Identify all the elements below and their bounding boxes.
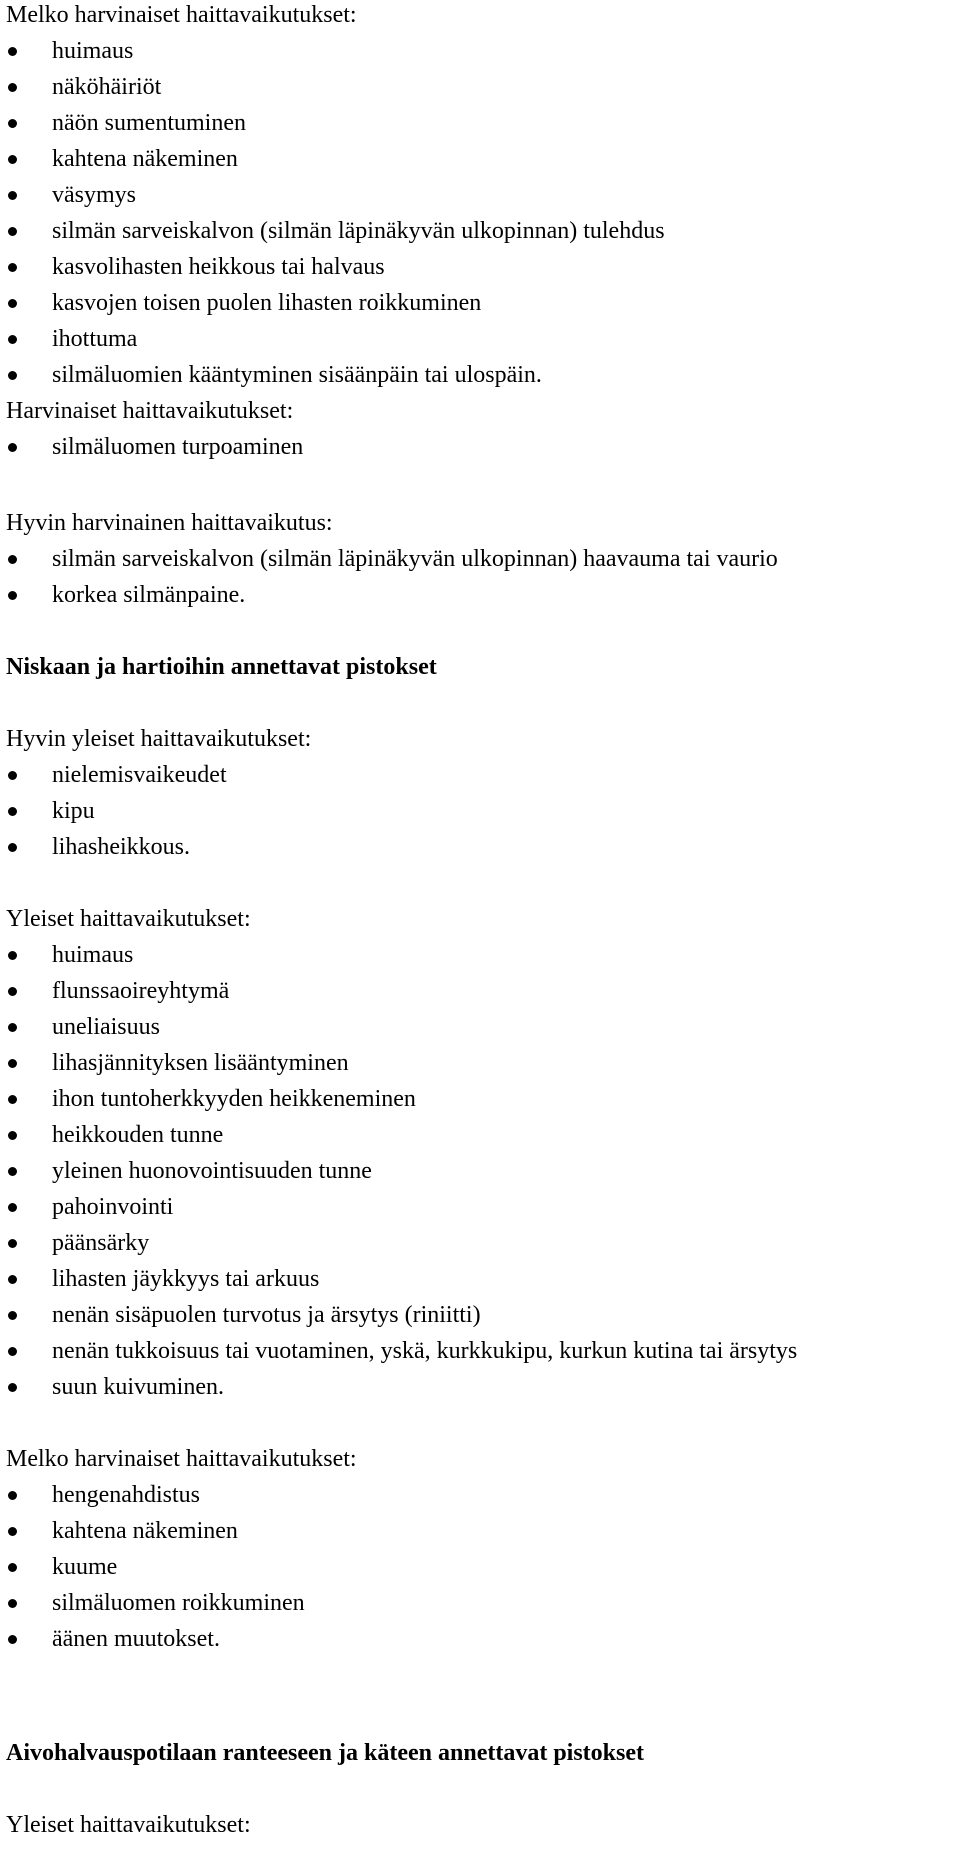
list-item-text: kasvolihasten heikkous tai halvaus <box>52 254 385 280</box>
list-item-text: heikkouden tunne <box>52 1122 224 1148</box>
bullet-list <box>6 940 956 1408</box>
list-item <box>6 1480 956 1516</box>
list-item-text: nenän tukkoisuus tai vuotaminen, yskä, kurkkukipu, kurkun kutina tai ärsytys <box>52 1338 798 1364</box>
list-item-text: kuume <box>52 1554 118 1580</box>
bullet-icon <box>8 263 17 272</box>
section-heading: Niskaan ja hartioihin annettavat pistokset <box>6 654 437 680</box>
bullet-icon <box>8 1599 17 1608</box>
section-heading: Aivohalvauspotilaan ranteeseen ja käteen annettavat pistokset <box>6 1740 645 1766</box>
section-label: Melko harvinaiset haittavaikutukset: <box>6 1446 357 1472</box>
list-item <box>6 760 956 796</box>
list-item <box>6 796 956 832</box>
list-item-text: silmäluomen roikkuminen <box>52 1590 305 1616</box>
list-item <box>6 1552 956 1588</box>
list-item <box>6 252 956 288</box>
bullet-icon <box>8 1635 17 1644</box>
spacer <box>6 1774 956 1810</box>
list-item <box>6 1084 956 1120</box>
list-item-text: pahoinvointi <box>52 1194 174 1220</box>
spacer <box>6 616 956 652</box>
list-item-text: huimaus <box>52 38 134 64</box>
spacer <box>6 688 956 724</box>
list-item <box>6 180 956 216</box>
list-item-text: ihottuma <box>52 326 138 352</box>
bullet-icon <box>8 555 17 564</box>
list-item <box>6 1372 956 1408</box>
bullet-list <box>6 36 956 396</box>
bullet-list <box>6 1480 956 1660</box>
bullet-icon <box>8 1275 17 1284</box>
list-item <box>6 1228 956 1264</box>
list-item-text: uneliaisuus <box>52 1014 160 1040</box>
list-item-text: nielemisvaikeudet <box>52 762 227 788</box>
list-item-text: silmäluomen turpoaminen <box>52 434 304 460</box>
bullet-icon <box>8 47 17 56</box>
list-item <box>6 1300 956 1336</box>
bullet-icon <box>8 1239 17 1248</box>
bullet-list <box>6 432 956 468</box>
list-item <box>6 432 956 468</box>
list-item-text: nenän sisäpuolen turvotus ja ärsytys (riniitti) <box>52 1302 481 1328</box>
list-item-text: silmän sarveiskalvon (silmän läpinäkyvän ulkopinnan) tulehdus <box>52 218 665 244</box>
section-label: Hyvin yleiset haittavaikutukset: <box>6 726 312 752</box>
bullet-icon <box>8 1095 17 1104</box>
list-item <box>6 216 956 252</box>
bullet-icon <box>8 771 17 780</box>
list-item <box>6 1120 956 1156</box>
list-item-text: näköhäiriöt <box>52 74 162 100</box>
bullet-icon <box>8 1167 17 1176</box>
section-label: Yleiset haittavaikutukset: <box>6 1812 251 1838</box>
bullet-icon <box>8 1203 17 1212</box>
list-item <box>6 144 956 180</box>
list-item-text: korkea silmänpaine. <box>52 582 246 608</box>
list-item <box>6 108 956 144</box>
section-label: Hyvin harvinainen haittavaikutus: <box>6 510 333 536</box>
list-item <box>6 832 956 868</box>
bullet-icon <box>8 1491 17 1500</box>
bullet-icon <box>8 1383 17 1392</box>
bullet-icon <box>8 1059 17 1068</box>
bullet-list <box>6 544 956 616</box>
bullet-icon <box>8 191 17 200</box>
list-item-text: kipu <box>52 798 95 824</box>
bullet-icon <box>8 371 17 380</box>
list-item-text: väsymys <box>52 182 136 208</box>
list-item-text: kahtena näkeminen <box>52 146 238 172</box>
list-item-text: silmän sarveiskalvon (silmän läpinäkyvän ulkopinnan) haavauma tai vaurio <box>52 546 778 572</box>
list-item <box>6 1048 956 1084</box>
list-item <box>6 1588 956 1624</box>
list-item <box>6 940 956 976</box>
list-item <box>6 1192 956 1228</box>
list-item <box>6 1156 956 1192</box>
list-item-text: suun kuivuminen. <box>52 1374 224 1400</box>
list-item-text: hengenahdistus <box>52 1482 200 1508</box>
bullet-icon <box>8 1311 17 1320</box>
list-item-text: huimaus <box>52 942 134 968</box>
list-item-text: kasvojen toisen puolen lihasten roikkuminen <box>52 290 482 316</box>
list-item <box>6 1516 956 1552</box>
list-item <box>6 288 956 324</box>
bullet-icon <box>8 83 17 92</box>
list-item-text: flunssaoireyhtymä <box>52 978 230 1004</box>
list-item <box>6 544 956 580</box>
bullet-icon <box>8 843 17 852</box>
bullet-icon <box>8 1131 17 1140</box>
bullet-icon <box>8 951 17 960</box>
list-item-text: kahtena näkeminen <box>52 1518 238 1544</box>
bullet-icon <box>8 1563 17 1572</box>
list-item <box>6 1012 956 1048</box>
spacer <box>6 1408 956 1444</box>
list-item-text: lihasjännityksen lisääntyminen <box>52 1050 349 1076</box>
bullet-icon <box>8 227 17 236</box>
section-label: Melko harvinaiset haittavaikutukset: <box>6 2 357 28</box>
bullet-list <box>6 760 956 868</box>
list-item-text: silmäluomien kääntyminen sisäänpäin tai ulospäin. <box>52 362 542 388</box>
spacer <box>6 868 956 904</box>
bullet-icon <box>8 155 17 164</box>
spacer <box>6 1660 956 1738</box>
list-item-text: yleinen huonovointisuuden tunne <box>52 1158 372 1184</box>
list-item <box>6 72 956 108</box>
section-label: Harvinaiset haittavaikutukset: <box>6 398 294 424</box>
list-item <box>6 1336 956 1372</box>
spacer <box>6 468 956 508</box>
list-item-text: ihon tuntoherkkyyden heikkeneminen <box>52 1086 416 1112</box>
list-item-text: lihasten jäykkyys tai arkuus <box>52 1266 320 1292</box>
list-item <box>6 1264 956 1300</box>
list-item-text: päänsärky <box>52 1230 150 1256</box>
list-item-text: äänen muutokset. <box>52 1626 220 1652</box>
list-item-text: lihasheikkous. <box>52 834 190 860</box>
list-item <box>6 324 956 360</box>
list-item <box>6 360 956 396</box>
list-item <box>6 1624 956 1660</box>
document-page <box>6 0 956 1846</box>
bullet-icon <box>8 1527 17 1536</box>
bullet-icon <box>8 987 17 996</box>
list-item <box>6 36 956 72</box>
bullet-icon <box>8 335 17 344</box>
bullet-icon <box>8 1347 17 1356</box>
bullet-icon <box>8 807 17 816</box>
bullet-icon <box>8 299 17 308</box>
section-label: Yleiset haittavaikutukset: <box>6 906 251 932</box>
list-item-text: näön sumentuminen <box>52 110 246 136</box>
bullet-icon <box>8 591 17 600</box>
bullet-icon <box>8 1023 17 1032</box>
list-item <box>6 580 956 616</box>
bullet-icon <box>8 119 17 128</box>
list-item <box>6 976 956 1012</box>
bullet-icon <box>8 443 17 452</box>
